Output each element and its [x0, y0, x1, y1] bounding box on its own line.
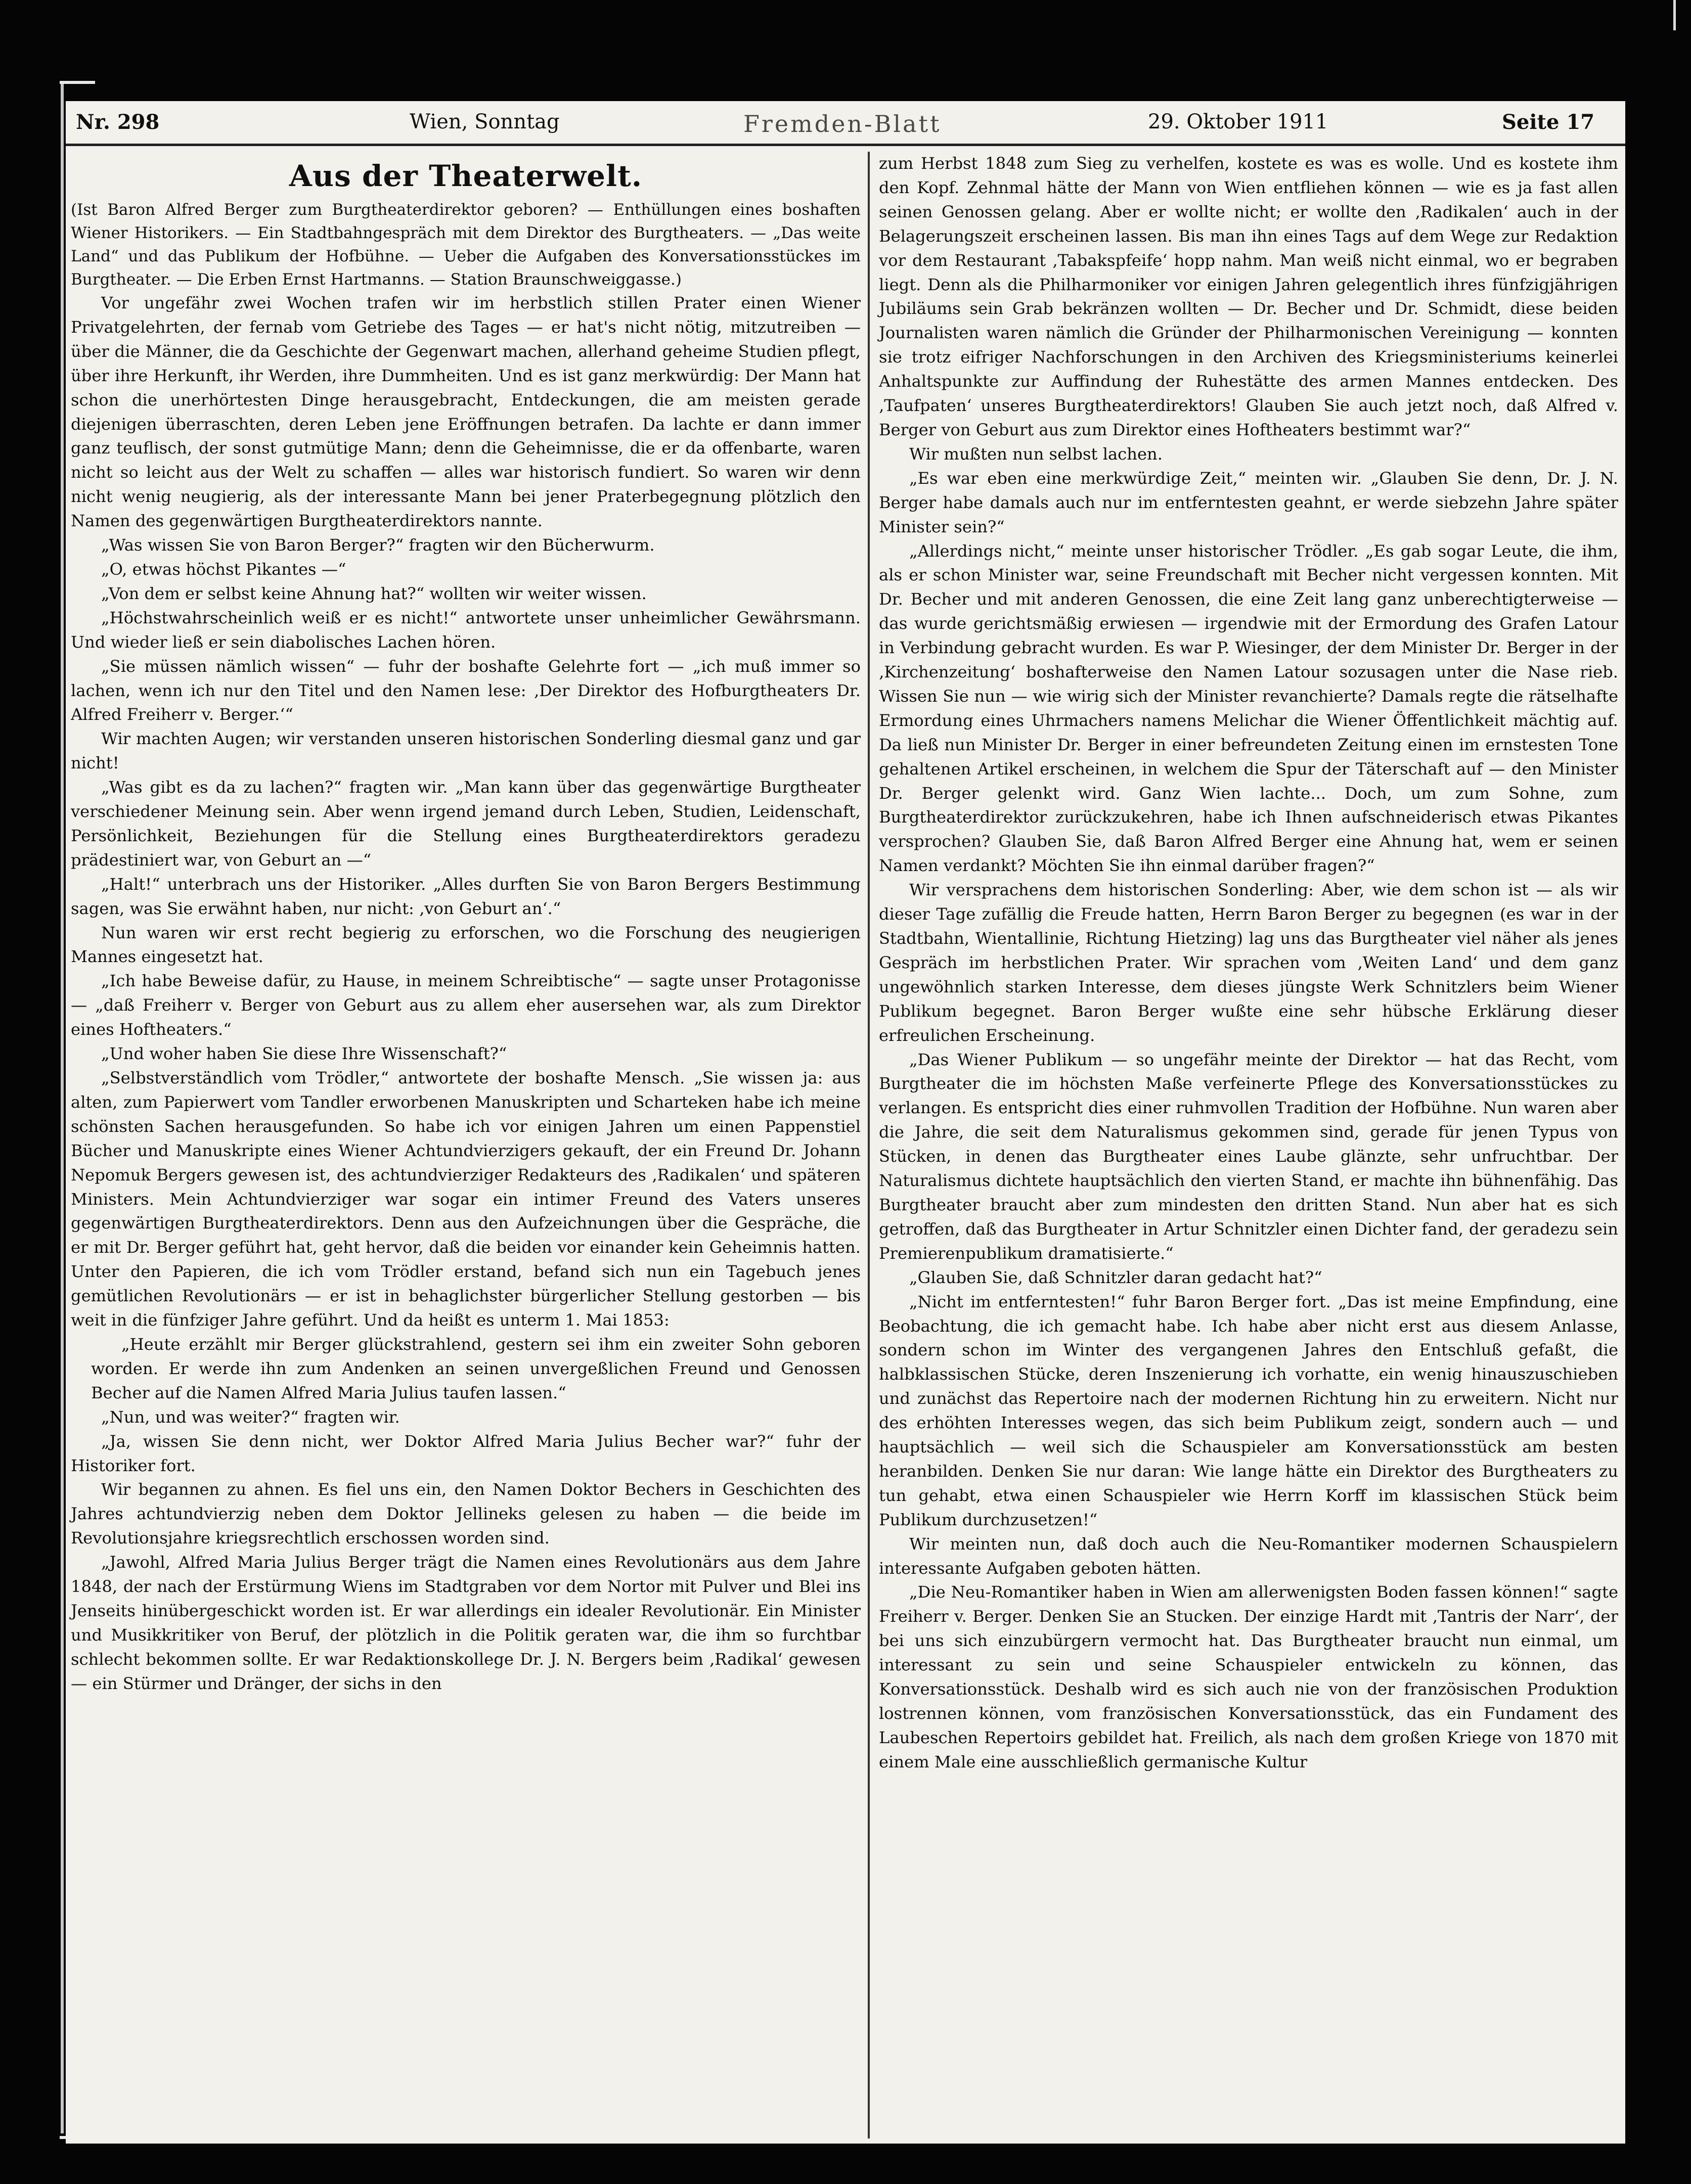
paragraph: „Nun, und was weiter?“ fragten wir.	[101, 1407, 400, 1427]
paragraph: „Nicht im entferntesten!“ fuhr Baron Berger fort. „Das ist meine Empfindung, eine Beobachtung, die ich gemacht habe. Ich habe aber nicht erst aus diesem Anlasse, sondern schon im Winter des vergangenen Jahres den Entschluß gefaßt, die halbklassischen Stücke, deren Inszenierung ich vorhatte, ein wenig hinauszuschieben und zunächst das Repertoire nach der modernen Richtung hin zu erweitern. Nicht nur des erhöhten Interesses wegen, das sich beim Publikum zeigt, sondern auch — und hauptsächlich — weil sich die Schauspieler am Konversationsstück am besten heranbilden. Denken Sie nur daran: Wie lange hätte ein Direktor des Burgtheaters zu tun gehabt, etwa einen Schauspieler wie Herrn Korff im klassischen Stück beim Publikum durchzusetzen!“	[879, 1292, 1618, 1529]
paragraph: „Und woher haben Sie diese Ihre Wissenschaft?“	[101, 1044, 507, 1064]
paragraph: Wir mußten nun selbst lachen.	[909, 444, 1163, 464]
paragraph: „Höchstwahrscheinlich weiß er es nicht!“ antwortete unser unheimlicher Gewährsmann. Und wieder ließ er sein diabolisches Lachen hören.	[71, 608, 861, 652]
paragraph: „Jawohl, Alfred Maria Julius Berger trägt die Namen eines Revolutionärs aus dem Jahre 1848, der nach der Erstürmung Wiens im Stadtgraben vor dem Nortor mit Pulver und Blei ins Jenseits hinübergeschickt worden ist. Er war allerdings ein idealer Revolutionär. Ein Minister und Musikkritiker von Beruf, der plötzlich in die Politik geraten war, die ihm so furchtbar schlecht bekommen sollte. Er war Redaktionskollege Dr. J. N. Bergers beim ‚Radikal‘ gewesen — ein Stürmer und Dränger, der sichs in den	[71, 1553, 861, 1693]
article-title: Aus der Theaterwelt.	[289, 159, 643, 193]
paragraph: „Ja, wissen Sie denn nicht, wer Doktor Alfred Maria Julius Becher war?“ fuhr der Historiker fort.	[71, 1431, 861, 1475]
newspaper-page	[66, 101, 1625, 2144]
film-frame-left-edge	[61, 81, 64, 2133]
paragraph: „Was gibt es da zu lachen?“ fragten wir. „Man kann über das gegenwärtige Burgtheater verschiedener Meinung sein. Aber wenn irgend jemand durch Leben, Studien, Leidenschaft, Persönlichkeit, Beziehungen für die Stellung eines Burgtheaterdirektors geradezu prädestiniert war, von Geburt an —“	[71, 778, 861, 870]
paragraph: Nun waren wir erst recht begierig zu erforschen, wo die Forschung des neugierigen Mannes eingesetzt hat.	[71, 923, 861, 967]
paragraph: „Glauben Sie, daß Schnitzler daran gedacht hat?“	[909, 1267, 1322, 1287]
paragraph: „Selbstverständlich vom Trödler,“ antwortete der boshafte Mensch. „Sie wissen ja: aus alten, zum Papierwert vom Tandler erworbenen Manuskripten und Scharteken habe ich meine schönsten Sachen herausgefunden. So habe ich vor einigen Jahren um einen Pappenstiel Bücher und Manuskripte eines Wiener Achtundvierzigers gekauft, der ein Freund Dr. Johann Nepomuk Bergers gewesen ist, des achtundvierziger Redakteurs des ‚Radikalen‘ und späteren Ministers. Mein Achtundvierziger war sogar ein intimer Freund des Vaters unseres gegenwärtigen Burgtheaterdirektors. Denn aus den Aufzeichnungen über die Gespräche, die er mit Dr. Berger geführt hat, geht hervor, daß die beiden vor einander kein Geheimnis hatten. Unter den Papieren, die ich vom Trödler erstand, befand sich nun ein Tagebuch jenes gemütlichen Revolutionärs — er ist in behaglichster bürgerlicher Stellung gestorben — bis weit in die fünfziger Jahre geführt. Und da heißt es unterm 1. Mai 1853:	[71, 1068, 861, 1330]
issue-date: 29. Oktober 1911	[1148, 110, 1328, 133]
paragraph: „O, etwas höchst Pikantes —“	[101, 559, 346, 579]
masthead: Fremden-Blatt	[743, 110, 942, 138]
article-subheading: (Ist Baron Alfred Berger zum Burgtheaterdirektor geboren? — Enthüllungen eines boshaften Wiener Historikers. — Ein Stadtbahngespräch mit dem Direktor des Burgtheaters. — „Das weite Land“ und das Publikum der Hofbühne. — Ueber die Aufgaben des Konversationsstückes im Burgtheater. — Die Erben Ernst Hartmanns. — Station Braunschweiggasse.)	[71, 201, 861, 289]
issue-number: Nr. 298	[76, 110, 160, 134]
paragraph: „Allerdings nicht,“ meinte unser historischer Trödler. „Es gab sogar Leute, die ihm, als er schon Minister war, seine Freundschaft mit Becher nicht vergessen konnten. Mit Dr. Becher und mit anderen Genossen, die eine Zeit lang ganz unberechtigterweise — das wurde gerichtsmäßig erwiesen — irgendwie mit der Ermordung des Grafen Latour in Verbindung gebracht wurden. Es war P. Wiesinger, der dem Minister Dr. Berger in der ‚Kirchenzeitung‘ boshafterweise den Namen Latour sozusagen unter die Nase rieb. Wissen Sie nun — wie wirig sich der Minister revanchierte? Damals regte die rätselhafte Ermordung eines Uhrmachers namens Melichar die Wiener Öffentlichkeit mächtig auf. Da ließ nun Minister Dr. Berger in einer befreundeten Zeitung einen im ernstesten Tone gehaltenen Artikel erscheinen, in welchem die Spur der Täterschaft auf — den Minister Dr. Berger gelenkt wird. Ganz Wien lachte... Doch, um zum Sohne, zum Burgtheaterdirektor zurückzukehren, habe ich Ihnen aufschneiderisch etwas Pikantes versprochen? Glauben Sie, daß Baron Alfred Berger eine Ahnung hat, wem er seinen Namen verdankt? Möchten Sie ihn einmal darüber fragen?“	[879, 541, 1618, 876]
paragraph: „Das Wiener Publikum — so ungefähr meinte der Direktor — hat das Recht, vom Burgtheater die im höchsten Maße verfeinerte Pflege des Konversationsstückes zu verlangen. Es entspricht dies einer ruhmvollen Tradition der Hofbühne. Nun waren aber die Jahre, die seit dem Naturalismus gekommen sind, gerade für jenen Typus von Stücken, in denen das Burgtheater eines Laube glänzte, sehr unfruchtbar. Der Naturalismus dichtete hauptsächlich den vierten Stand, er machte ihn bühnenfähig. Das Burgtheater braucht aber zum mindesten den dritten Stand. Nun aber hat es sich getroffen, daß das Burgtheater in Artur Schnitzler einen Dichter fand, der geradezu sein Premierenpublikum dramatisierte.“	[879, 1050, 1618, 1263]
page-number: Seite 17	[1502, 110, 1595, 134]
film-frame-right-mark	[1673, 0, 1676, 30]
paragraph: „Ich habe Beweise dafür, zu Hause, in meinem Schreibtische“ — sagte unser Protagonisse — „daß Freiherr v. Berger von Geburt aus zu allem eher ausersehen war, als zum Direktor eines Hoftheaters.“	[71, 971, 861, 1039]
paragraph: Wir machten Augen; wir verstanden unseren historischen Sonderling diesmal ganz und gar nicht!	[71, 729, 861, 773]
right-column	[879, 152, 1618, 1774]
paragraph: Vor ungefähr zwei Wochen trafen wir im herbstlich stillen Prater einen Wiener Privatgelehrten, der fernab vom Getriebe des Tages — er hat's nicht nötig, mitzutreiben — über die Männer, die da Geschichte der Gegenwart machen, allerhand geheime Studien pflegt, über ihre Herkunft, ihr Werden, ihre Dummheiten. Und es ist ganz merkwürdig: Der Mann hat schon die unerhörtesten Dinge herausgebracht, Entdeckungen, die am meisten gerade diejenigen überraschten, deren Leben jene Eröffnungen betrafen. Da lachte er dann immer ganz teuflisch, der sonst gutmütige Mann; denn die Geheimnisse, die er da offenbarte, waren nicht so leicht aus der Welt zu schaffen — alles war historisch fundiert. So waren wir denn nicht wenig neugierig, als der interessante Mann bei jener Praterbegegnung plötzlich den Namen des gegenwärtigen Burgtheaterdirektors nannte.	[71, 293, 861, 531]
paragraph: „Sie müssen nämlich wissen“ — fuhr der boshafte Gelehrte fort — „ich muß immer so lachen, wenn ich nur den Titel und den Namen lese: ‚Der Direktor des Hofburgtheaters Dr. Alfred Freiherr v. Berger.‘“	[71, 656, 861, 724]
paragraph: Wir meinten nun, daß doch auch die Neu-Romantiker modernen Schauspielern interessante Aufgaben geboten hätten.	[879, 1534, 1618, 1578]
paragraph: „Was wissen Sie von Baron Berger?“ fragten wir den Bücherwurm.	[101, 535, 655, 555]
paragraph: Wir begannen zu ahnen. Es fiel uns ein, den Namen Doktor Bechers in Geschichten des Jahres achtundvierzig neben dem Doktor Jellineks gelesen zu haben — die beide im Revolutionsjahre kriegsrechtlich erschossen worden sind.	[71, 1480, 861, 1548]
left-column	[71, 152, 861, 1696]
paragraph: „Es war eben eine merkwürdige Zeit,“ meinten wir. „Glauben Sie denn, Dr. J. N. Berger habe damals auch nur im entferntesten geahnt, er werde siebzehn Jahre später Minister sein?“	[879, 468, 1618, 536]
paragraph: „Die Neu-Romantiker haben in Wien am allerwenigsten Boden fassen können!“ sagte Freiherr v. Berger. Denken Sie an Stucken. Der einzige Hardt mit ‚Tantris der Narr‘, der bei uns sich einzubürgern vermocht hat. Das Burgtheater braucht nun einmal, um interessant zu sein und seine Schauspieler entwickeln zu können, das Konversationsstück. Deshalb wird es sich auch nie von der französischen Produktion lostrennen können, vom französischen Konversationsstück, das ein Fundament des Laubeschen Repertoirs gebildet hat. Freilich, als nach dem großen Kriege von 1870 mit einem Male eine ausschließlich germanische Kultur	[879, 1582, 1618, 1771]
film-frame-corner-mark	[60, 81, 95, 84]
left-paragraphs	[71, 291, 861, 1333]
page-header	[66, 101, 1625, 146]
paragraph: Wir versprachens dem historischen Sonderling: Aber, wie dem schon ist — als wir dieser Tage zufällig die Freude hatten, Herrn Baron Berger zu begegnen (es war in der Stadtbahn, Wientallinie, Richtung Hietzing) lag uns das Burgtheater viel näher als jenes Gespräch im herbstlichen Prater. Wir sprachen vom ‚Weiten Land‘ und dem ganz ungewöhnlich starken Interesse, dem dieses jüngste Werk Schnitzlers beim Wiener Publikum begegnet. Baron Berger wußte eine sehr hübsche Erklärung dieser erfreulichen Erscheinung.	[879, 880, 1618, 1045]
paragraph: „Von dem er selbst keine Ahnung hat?“ wollten wir weiter wissen.	[101, 583, 647, 603]
paragraph: „Halt!“ unterbrach uns der Historiker. „Alles durften Sie von Baron Bergers Bestimmung sagen, was Sie erwähnt haben, nur nicht: ‚von Geburt an‘.“	[71, 874, 861, 918]
diary-quote: „Heute erzählt mir Berger glückstrahlend, gestern sei ihm ein zweiter Sohn geboren worden. Er werde ihn zum Andenken an seinen unvergeßlichen Freund und Genossen Becher auf die Namen Alfred Maria Julius taufen lassen.“	[91, 1334, 861, 1402]
paragraph: zum Herbst 1848 zum Sieg zu verhelfen, kostete es was es wolle. Und es kostete ihm den Kopf. Zehnmal hätte der Mann von Wien entfliehen können — wie es ja fast allen seinen Genossen gelang. Aber er wollte nicht; er wollte den ‚Radikalen‘ auch in der Belagerungszeit erscheinen lassen. Bis man ihn eines Tags auf dem Wege zur Redaktion vor dem Restaurant ‚Tabakspfeife‘ hopp nahm. Man weiß nicht einmal, wo er begraben liegt. Denn als die Philharmoniker vor einigen Jahren gelegentlich ihres fünfzigjährigen Jubiläums sein Grab bekränzen wollten — Dr. Becher und Dr. Schmidt, diese beiden Journalisten waren nämlich die Gründer der Philharmonischen Vereinigung — konnten sie trotz eifriger Nachforschungen in den Archiven des Kriegsministeriums keinerlei Anhaltspunkte zur Auffindung der Ruhestätte des armen Mannes entdecken. Des ‚Taufpaten‘ unseres Burgtheaterdirektors! Glauben Sie auch jetzt noch, daß Alfred v. Berger von Geburt aus zum Direktor eines Hoftheaters bestimmt war?“	[879, 154, 1618, 439]
column-divider	[868, 152, 870, 2138]
left-paragraphs-continued	[71, 1405, 861, 1696]
place-day: Wien, Sonntag	[410, 110, 560, 133]
